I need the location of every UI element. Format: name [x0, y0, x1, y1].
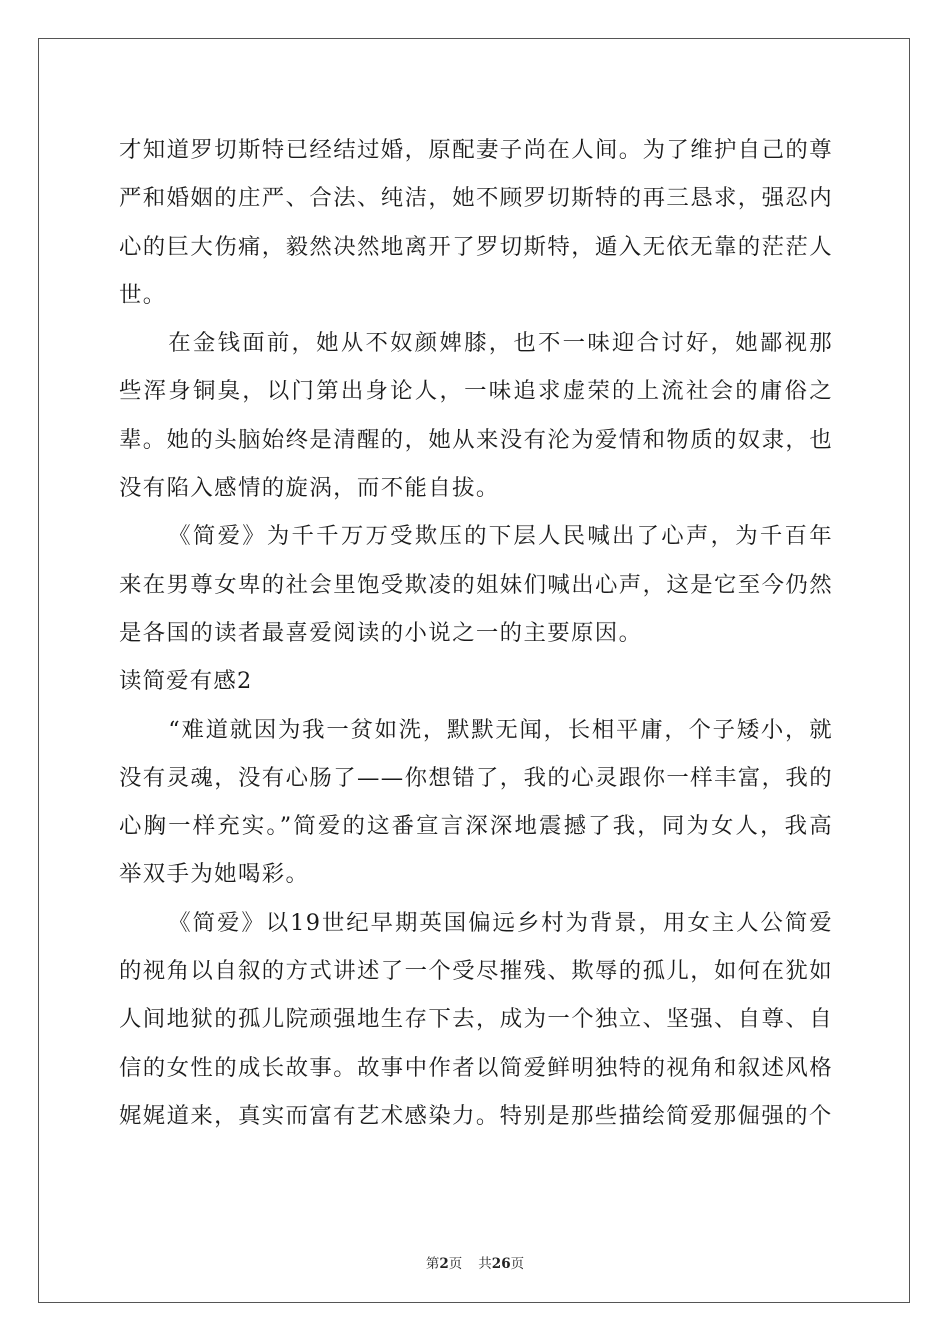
section-heading: 读简爱有感2 — [119, 668, 253, 695]
total-page-count: 26 — [491, 1256, 511, 1272]
paragraph: “难道就因为我一贫如洗，默默无闻，长相平庸，个子矮小，就没有灵魂，没有心肠了——你想错了，我的心灵跟你一样丰富，我的心胸一样充实。”简爱的这番宣言深深地震撼了我，同为女人，我高举双手为她喝彩。 — [119, 716, 833, 888]
document-body — [119, 126, 833, 1140]
total-prefix: 共 — [478, 1256, 492, 1272]
page-footer — [0, 1252, 950, 1272]
total-suffix: 页 — [510, 1256, 525, 1272]
current-page-number: 2 — [439, 1256, 449, 1272]
page-prefix: 第 — [425, 1256, 440, 1272]
paragraph: 《简爱》为千千万万受欺压的下层人民喊出了心声，为千百年来在男尊女卑的社会里饱受欺凌的姐妹们喊出心声，这是它至今仍然是各国的读者最喜爱阅读的小说之一的主要原因。 — [119, 523, 833, 646]
paragraph: 《简爱》以19世纪早期英国偏远乡村为背景，用女主人公简爱的视角以自叙的方式讲述了一个受尽摧残、欺辱的孤儿，如何在犹如人间地狱的孤儿院顽强地生存下去，成为一个独立、坚强、自尊、自信的女性的成长故事。故事中作者以简爱鲜明独特的视角和叙述风格娓娓道来，真实而富有艺术感染力。特别是那些描绘简爱那倔强的个 — [119, 909, 833, 1129]
paragraph: 才知道罗切斯特已经结过婚，原配妻子尚在人间。为了维护自己的尊严和婚姻的庄严、合法、纯洁，她不顾罗切斯特的再三恳求，强忍内心的巨大伤痛，毅然决然地离开了罗切斯特，遁入无依无靠的茫茫人世。 — [119, 137, 833, 308]
paragraph: 在金钱面前，她从不奴颜婢膝，也不一味迎合讨好，她鄙视那些浑身铜臭，以门第出身论人，一味追求虚荣的上流社会的庸俗之辈。她的头脑始终是清醒的，她从来没有沦为爱情和物质的奴隶，也没有陷入感情的旋涡，而不能自拔。 — [119, 330, 833, 502]
page-suffix: 页 — [448, 1256, 463, 1272]
